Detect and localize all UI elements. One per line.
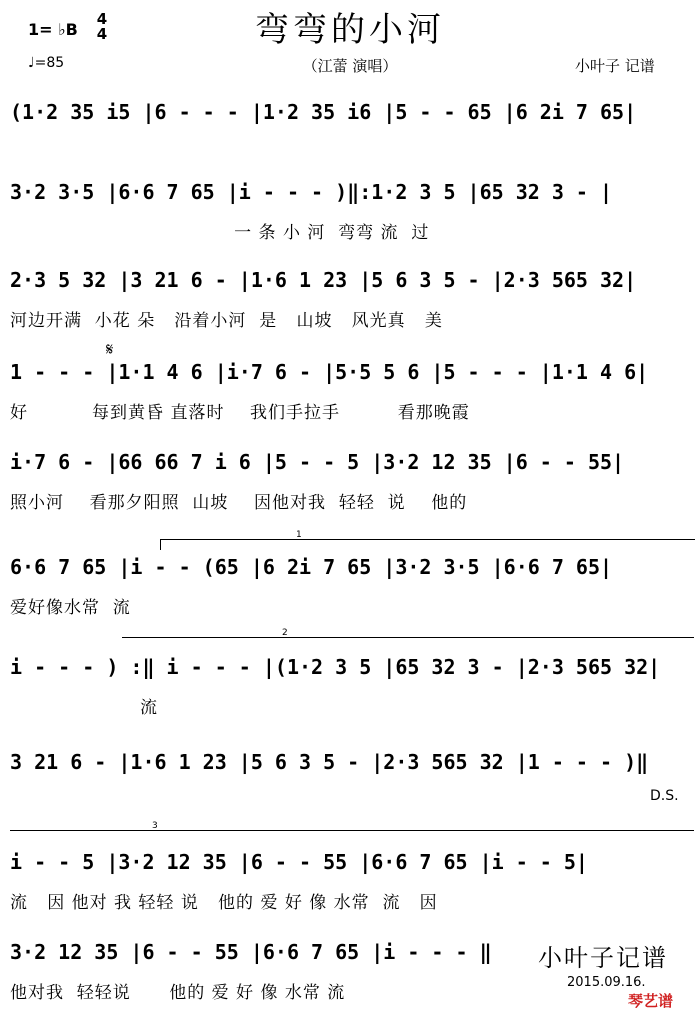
- staff-notes: i·7 6 - |66 66 7 i 6 |5 - - 5 |3·2 12 35 |6 - - 55|: [10, 450, 625, 474]
- staff-lyrics: 流: [140, 698, 158, 718]
- volta-bracket-1: [160, 530, 695, 550]
- staff-lyrics: 好 每到黄昏 直落时 我们手拉手 看那晚霞: [10, 403, 470, 423]
- segno-sign: 𝄋: [106, 340, 114, 360]
- song-title: 弯弯的小河: [255, 10, 445, 50]
- site-watermark: 琴艺谱: [628, 992, 674, 1010]
- notated-by: 小叶子 记谱: [575, 57, 655, 75]
- staff-notes: 1 - - - |1·1 4 6 |i·7 6 - |5·5 5 6 |5 - - - |1·1 4 6|: [10, 360, 649, 384]
- staff-lyrics: 流 因 他对 我 轻轻 说 他的 爱 好 像 水常 流 因: [10, 893, 438, 913]
- staff-lyrics: 一 条 小 河 弯弯 流 过: [10, 223, 430, 243]
- singer-subtitle: （江蕾 演唱）: [302, 57, 398, 75]
- volta-bracket-3: [10, 821, 694, 841]
- handwritten-signature: 小叶子记谱: [538, 944, 668, 972]
- meter-top: 4: [96, 10, 108, 28]
- ds-mark: D.S.: [650, 788, 679, 804]
- time-signature: [94, 12, 110, 42]
- staff-lyrics: 河边开满 小花 朵 沿着小河 是 山坡 风光真 美: [10, 311, 443, 331]
- staff-notes: i - - 5 |3·2 12 35 |6 - - 55 |6·6 7 65 |i - - 5|: [10, 850, 588, 874]
- staff-lyrics: 爱好像水常 流: [10, 598, 131, 618]
- staff-notes: (1·2 35 i5 |6 - - - |1·2 35 i6 |5 - - 65 |6 2i 7 65|: [10, 100, 637, 124]
- staff-notes: 3·2 12 35 |6 - - 55 |6·6 7 65 |i - - - ‖: [10, 940, 492, 964]
- tempo-mark: ♩=85: [28, 55, 65, 71]
- staff-notes: i - - - ) :‖ i - - - |(1·2 3 5 |65 32 3 - |2·3 565 32|: [10, 655, 661, 679]
- staff-notes: 3·2 3·5 |6·6 7 65 |i - - - )‖:1·2 3 5 |65 32 3 - |: [10, 180, 613, 204]
- volta-bracket-2: [122, 628, 694, 648]
- key-signature: 1= ♭B: [28, 20, 78, 39]
- volta-number: 3: [152, 821, 158, 831]
- volta-number: 2: [282, 628, 288, 638]
- volta-number: 1: [296, 530, 302, 540]
- staff-lyrics: 他对我 轻轻说 他的 爱 好 像 水常 流: [10, 983, 346, 1003]
- staff-notes: 2·3 5 32 |3 21 6 - |1·6 1 23 |5 6 3 5 - |2·3 565 32|: [10, 268, 637, 292]
- staff-lyrics: 照小河 看那夕阳照 山坡 因他对我 轻轻 说 他的: [10, 493, 468, 513]
- staff-notes: 3 21 6 - |1·6 1 23 |5 6 3 5 - |2·3 565 32 |1 - - - )‖: [10, 750, 649, 774]
- staff-notes: 6·6 7 65 |i - - (65 |6 2i 7 65 |3·2 3·5 |6·6 7 65|: [10, 555, 613, 579]
- notation-date: 2015.09.16.: [567, 975, 646, 990]
- meter-bottom: 4: [96, 25, 108, 43]
